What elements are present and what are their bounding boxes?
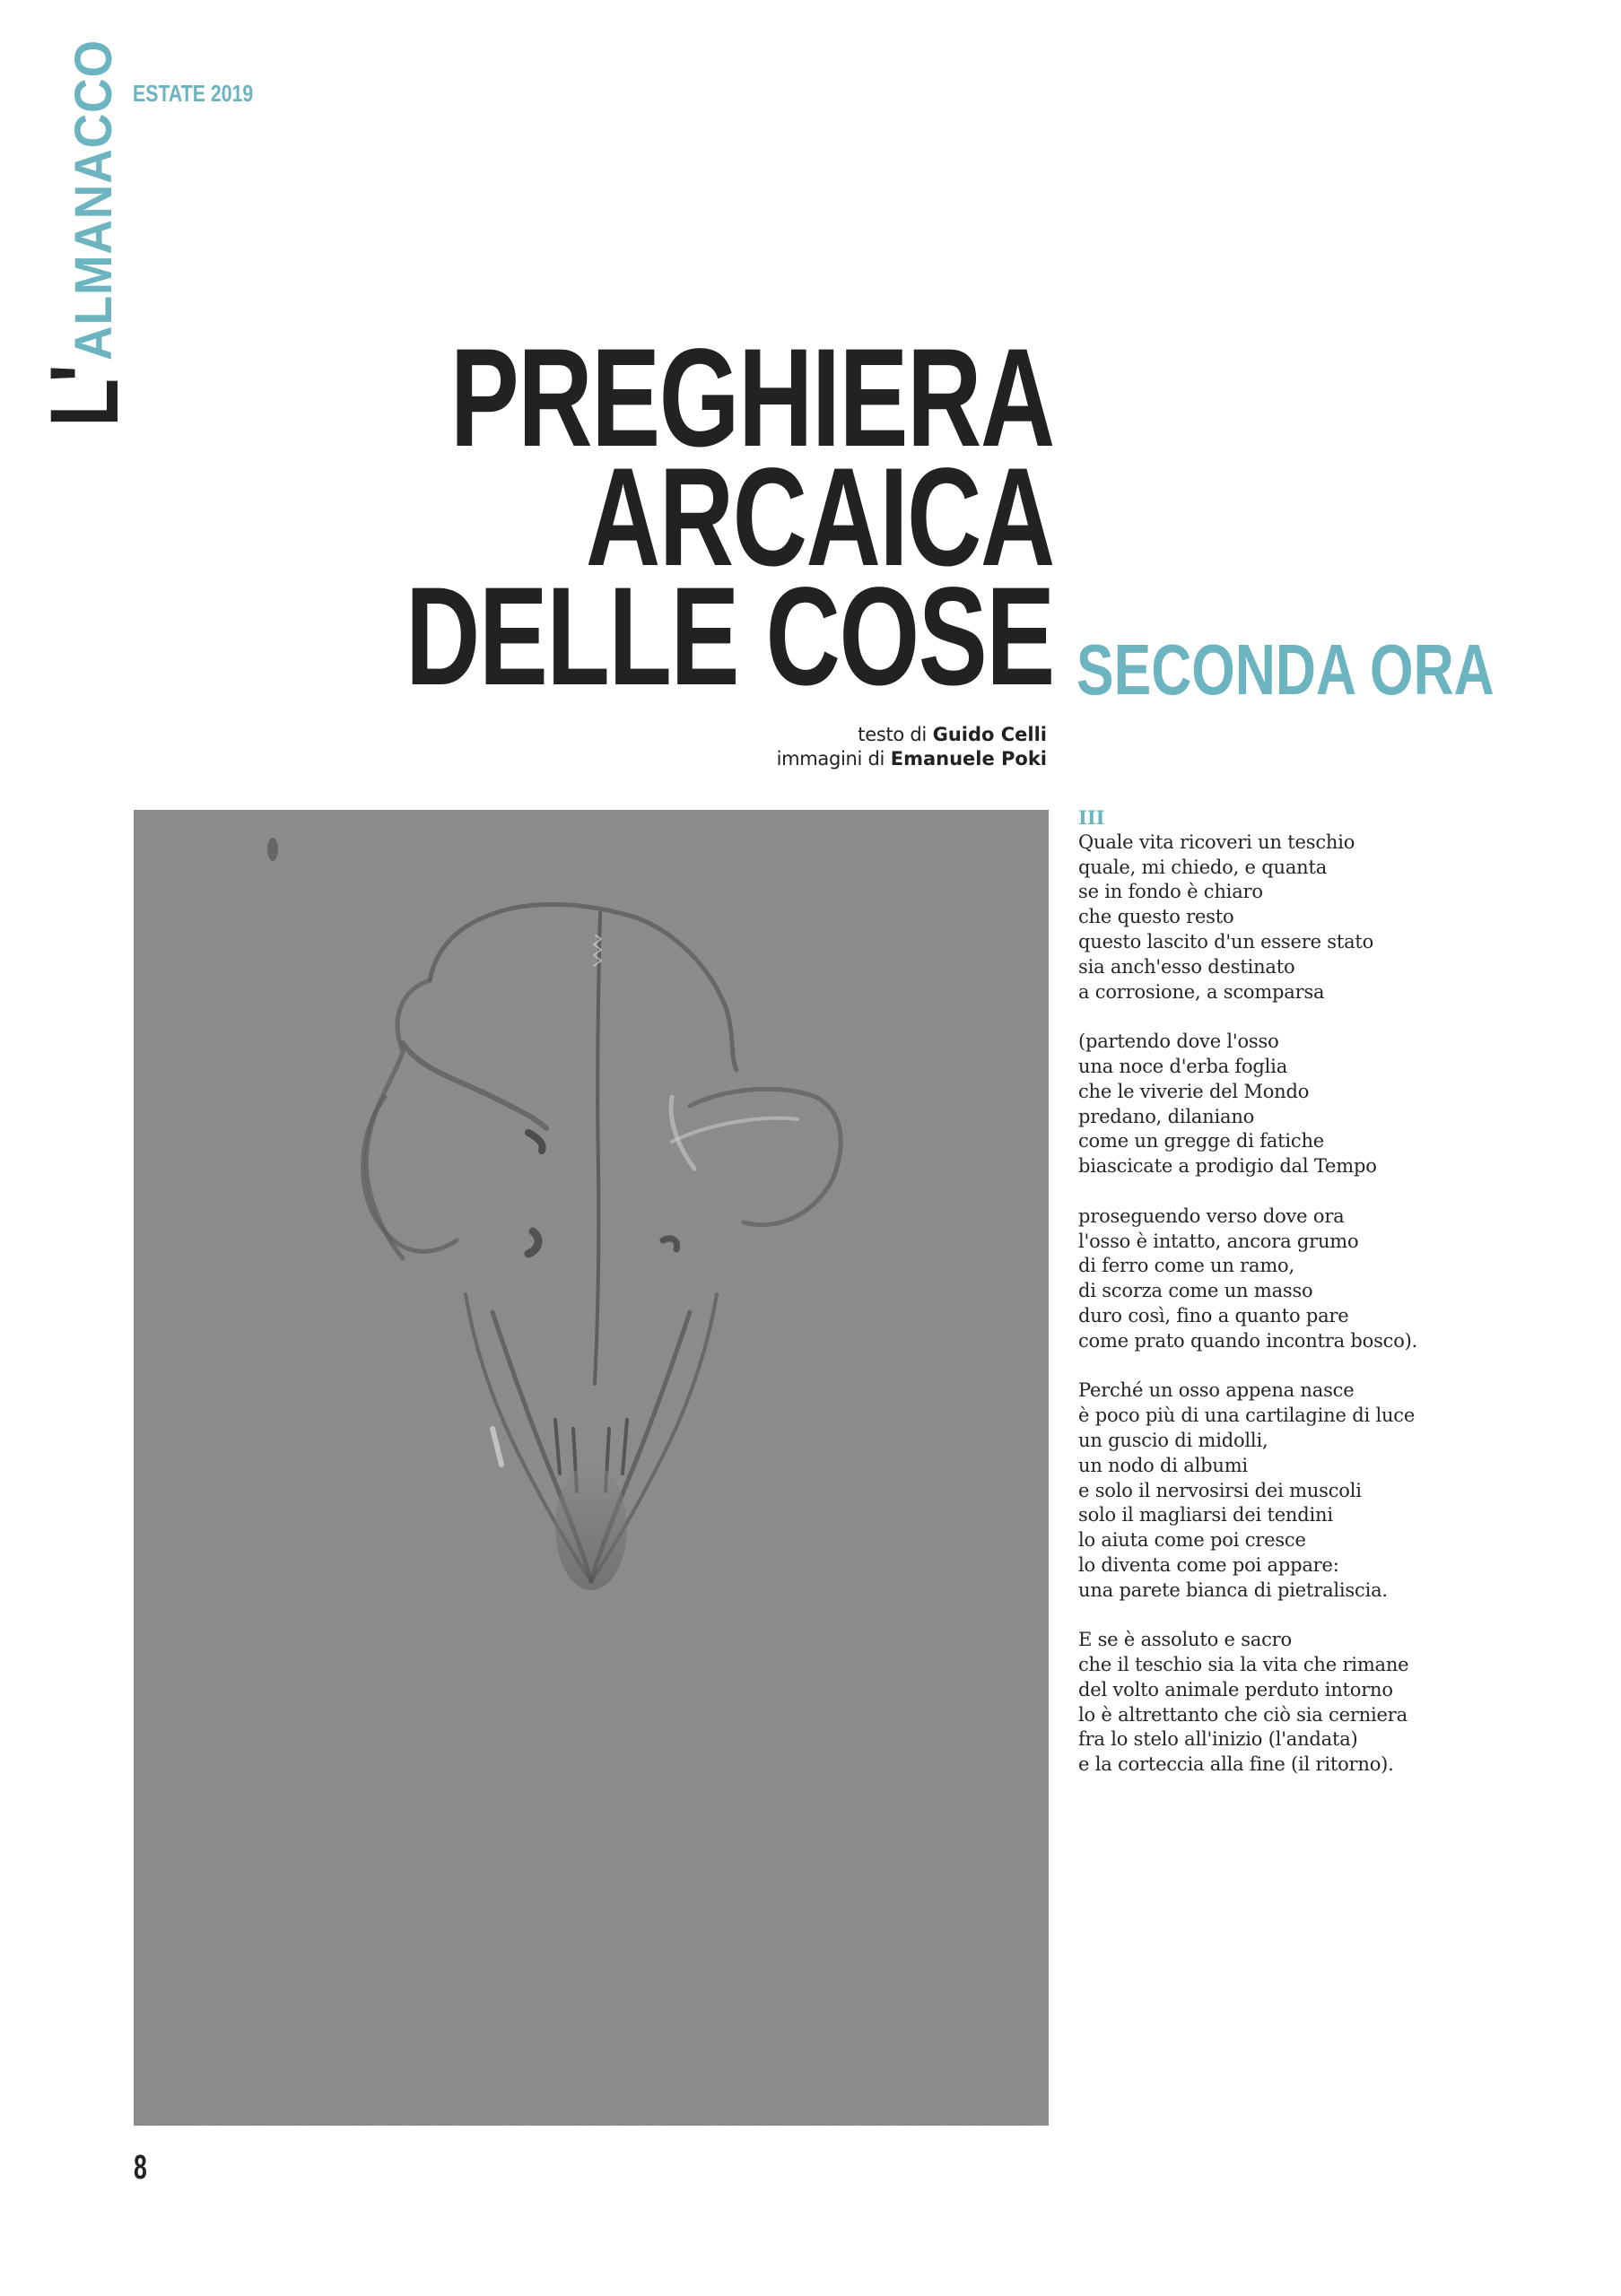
verse: quale, mi chiedo, e quanta	[1078, 856, 1328, 878]
verse: che il teschio sia la vita che rimane	[1078, 1654, 1409, 1676]
byline-text-author: Guido Celli	[932, 724, 1047, 745]
verse: predano, dilaniano	[1078, 1105, 1255, 1127]
verse: lo è altrettanto che ciò sia cerniera	[1078, 1703, 1407, 1726]
verse: fra lo stelo all'inizio (l'andata)	[1078, 1728, 1358, 1751]
verse: un guscio di midolli,	[1078, 1429, 1268, 1451]
verse: l'osso è intatto, ancora grumo	[1078, 1230, 1359, 1252]
title-line-3: DELLE COSE	[405, 559, 1054, 715]
verse: come un gregge di fatiche	[1078, 1130, 1325, 1152]
skull-drawing-image	[134, 810, 1049, 2126]
title-line-1: PREGHIERA	[449, 320, 1054, 476]
verse: è poco più di una cartilagine di luce	[1078, 1405, 1416, 1427]
verse: duro così, fino a quanto pare	[1078, 1304, 1349, 1326]
verse: questo lascito d'un essere stato	[1078, 930, 1374, 952]
verse: sia anch'esso destinato	[1078, 955, 1295, 978]
verse: del volto animale perduto intorno	[1078, 1678, 1393, 1700]
verse: biascicate a prodigio dal Tempo	[1078, 1155, 1377, 1178]
byline-images-row	[777, 747, 1047, 771]
verse: come prato quando incontra bosco).	[1078, 1329, 1418, 1352]
byline	[777, 723, 1047, 771]
verse: Perché un osso appena nasce	[1078, 1379, 1355, 1402]
masthead-logo	[30, 39, 138, 427]
page-number: 8	[134, 2149, 147, 2187]
byline-text-label: testo di	[858, 724, 927, 745]
verse: che questo resto	[1078, 906, 1234, 928]
byline-text-row	[777, 723, 1047, 747]
verse: lo diventa come poi appare:	[1078, 1553, 1339, 1576]
verse: Quale vita ricoveri un teschio	[1078, 831, 1355, 853]
stanza-3	[1078, 1205, 1581, 1354]
verse: una parete bianca di pietraliscia.	[1078, 1578, 1388, 1601]
verse: e solo il nervosirsi dei muscoli	[1078, 1479, 1362, 1501]
verse: una noce d'erba foglia	[1078, 1055, 1288, 1077]
skull-illustration	[134, 810, 1049, 2126]
verse: di scorza come un masso	[1078, 1280, 1313, 1302]
verse: di ferro come un ramo,	[1078, 1255, 1294, 1277]
logo-almanacco: ALMANACCO	[65, 39, 123, 361]
stanza-4	[1078, 1378, 1581, 1603]
verse: (partendo dove l'osso	[1078, 1031, 1279, 1053]
logo-apostrophe-l: L'	[30, 368, 138, 427]
issue-label: ESTATE 2019	[133, 80, 254, 107]
article-title	[178, 320, 1054, 715]
verse: e la corteccia alla fine (il ritorno).	[1078, 1753, 1394, 1776]
title-line-2: ARCAICA	[586, 439, 1054, 596]
verse: proseguendo verso dove ora	[1078, 1205, 1345, 1227]
article-subtitle: SECONDA ORA	[1076, 630, 1495, 709]
verse: a corrosione, a scomparsa	[1078, 980, 1325, 1003]
verse: E se è assoluto e sacro	[1078, 1629, 1292, 1651]
stanza-1	[1078, 831, 1581, 1005]
verse: che le viverie del Mondo	[1078, 1080, 1310, 1102]
byline-images-author: Emanuele Poki	[890, 748, 1047, 770]
verse: un nodo di albumi	[1078, 1454, 1248, 1476]
verse: se in fondo è chiaro	[1078, 881, 1263, 903]
stanza-2	[1078, 1030, 1581, 1179]
poem	[1078, 805, 1581, 1803]
poem-section-number: III	[1078, 806, 1105, 829]
verse: solo il magliarsi dei tendini	[1078, 1504, 1333, 1526]
stanza-5	[1078, 1628, 1581, 1778]
verse: lo aiuta come poi cresce	[1078, 1529, 1306, 1552]
byline-images-label: immagini di	[776, 748, 885, 770]
